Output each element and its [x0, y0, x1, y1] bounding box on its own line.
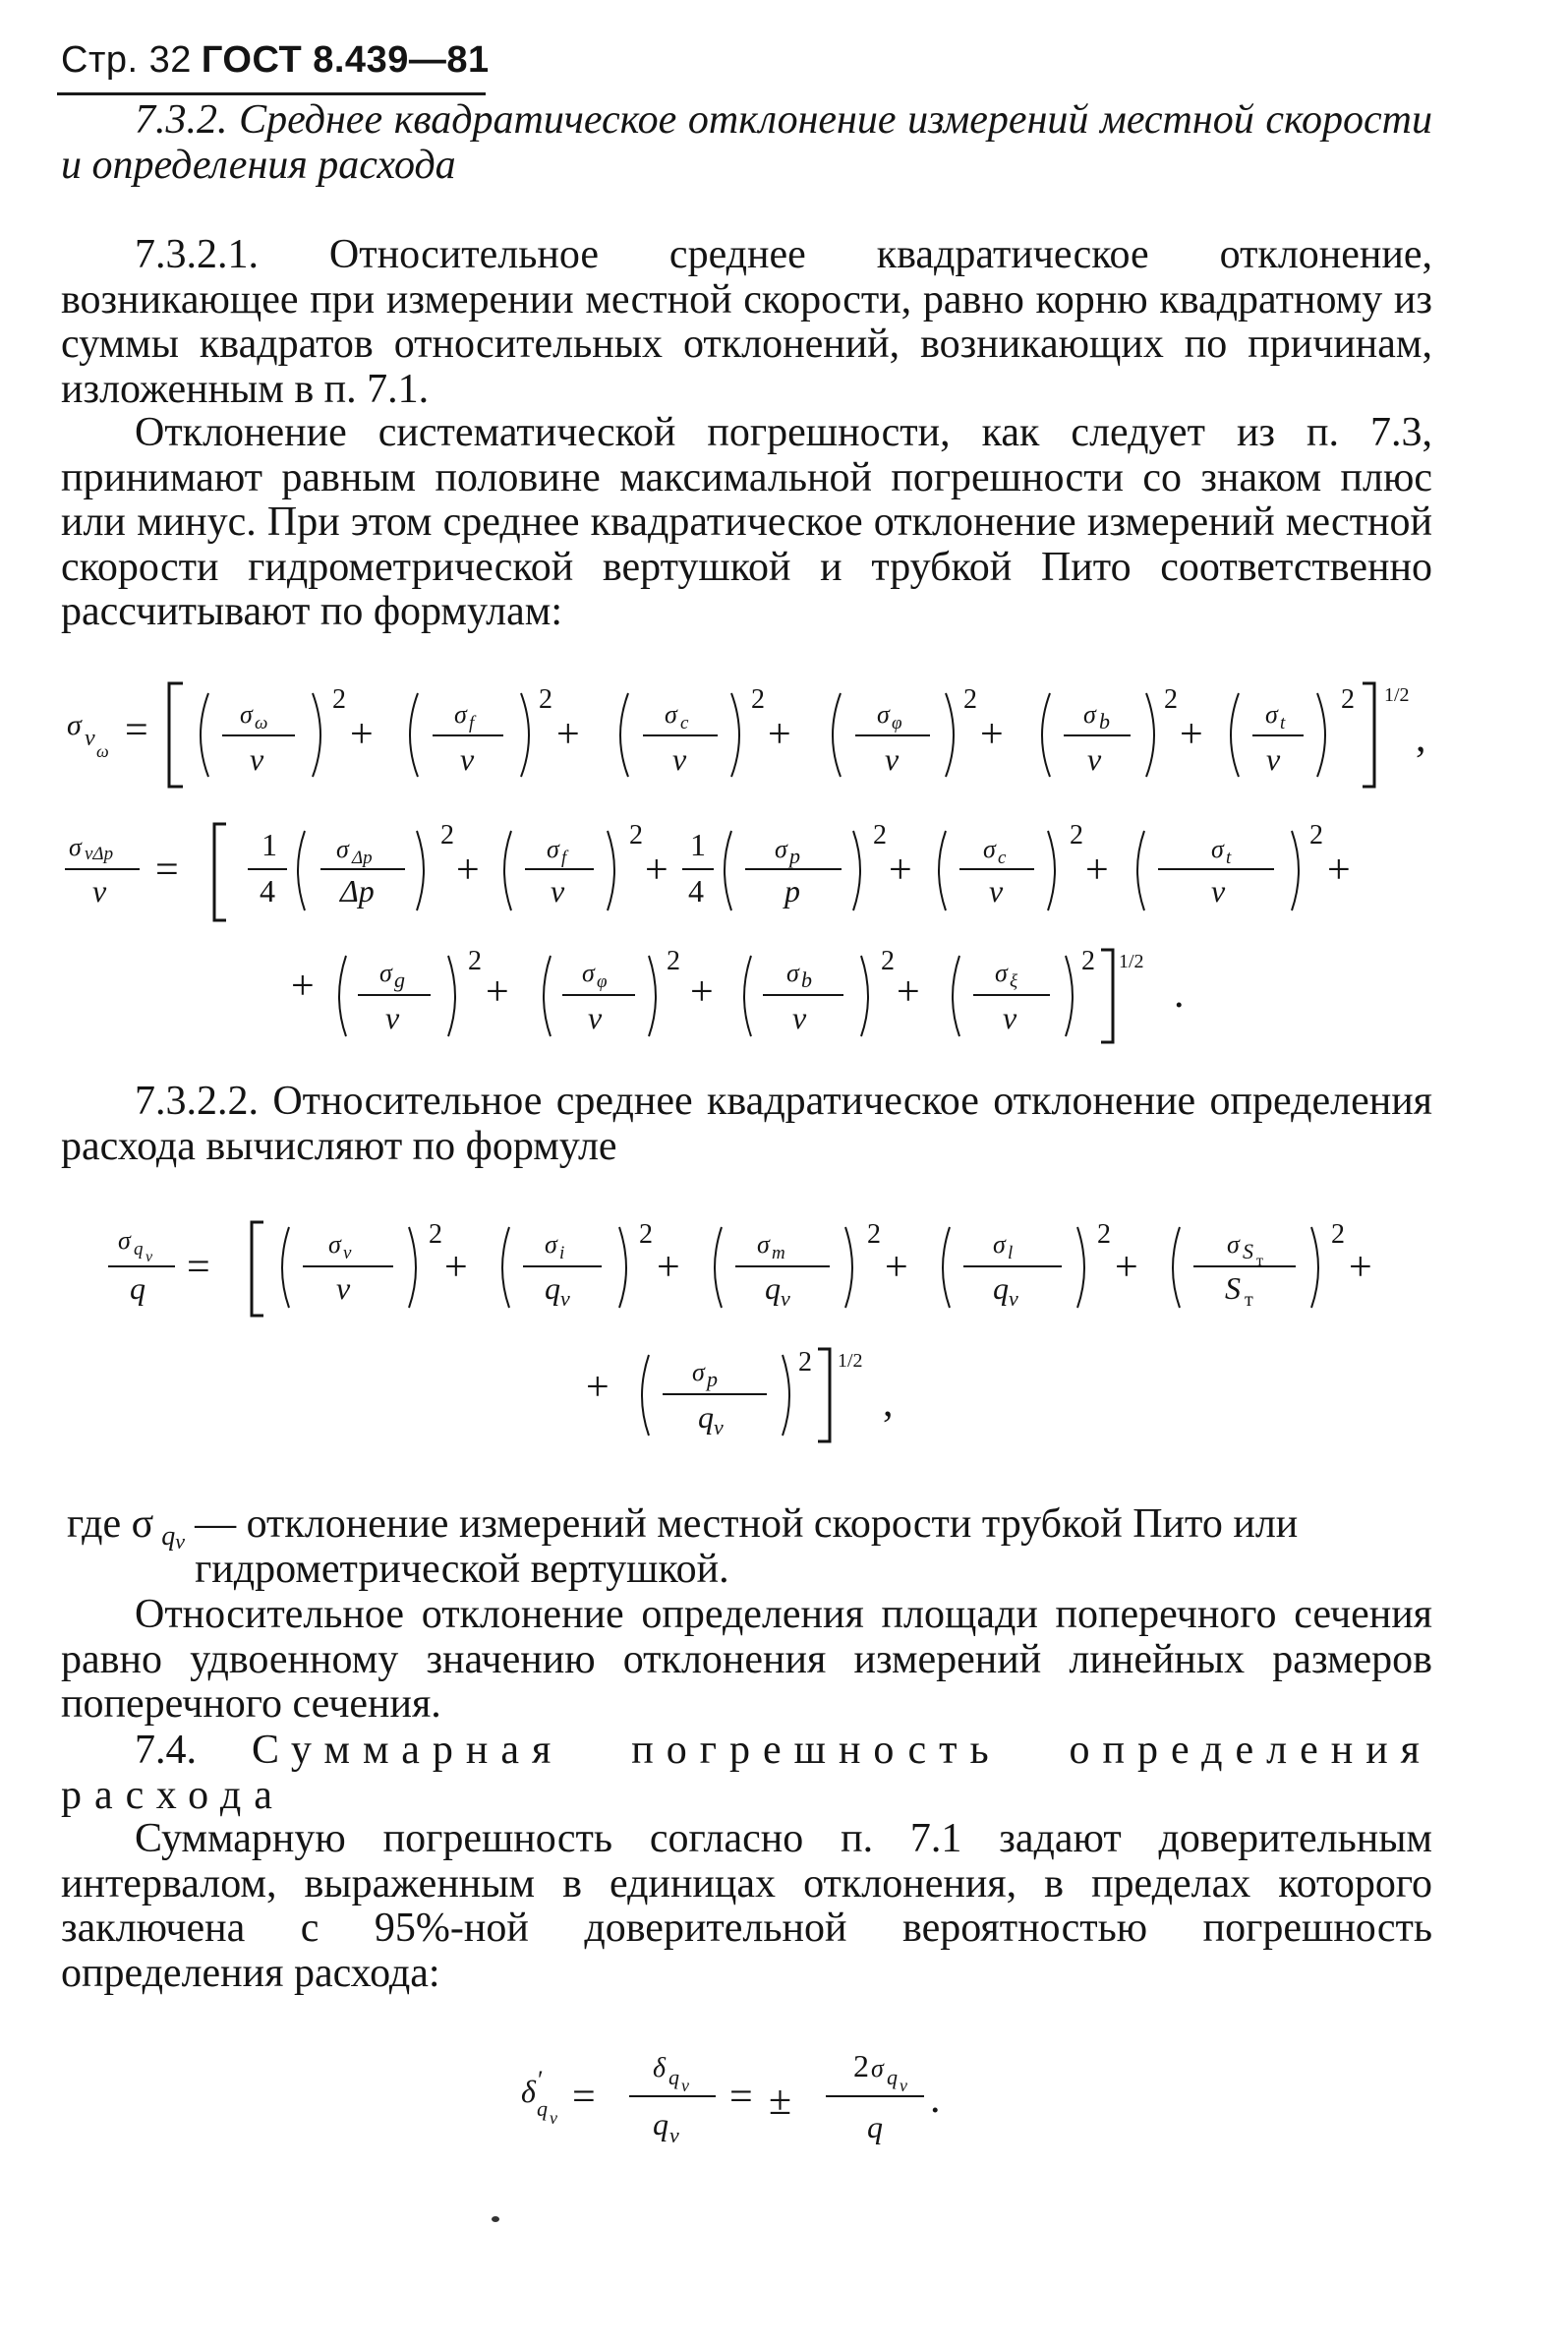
svg-text:q: q [867, 2109, 883, 2144]
svg-text:v: v [336, 1270, 351, 1306]
svg-text:b: b [1099, 709, 1110, 733]
where-lead: где σ [67, 1501, 154, 1547]
svg-text:2: 2 [1164, 684, 1178, 715]
svg-text:v: v [1003, 1000, 1017, 1035]
svg-text:σ: σ [582, 959, 595, 987]
svg-text:g: g [394, 968, 405, 992]
svg-text:.: . [930, 2077, 941, 2122]
svg-text:+: + [897, 969, 920, 1015]
svg-text:v: v [85, 726, 95, 751]
svg-text:σ: σ [983, 835, 996, 863]
svg-text:2: 2 [873, 820, 887, 850]
svg-text:σ: σ [877, 700, 890, 729]
svg-text:p: p [789, 844, 800, 868]
svg-text:i: i [559, 1243, 565, 1263]
svg-text:σ: σ [757, 1230, 770, 1259]
paragraph-7-3-2-1: 7.3.2.1. Относительное среднее квадратическое отклонение, возникающее при измерении местной скорости, равно корню квадратному из суммы квадратов относительных отклонений, возникающих по причинам, изложенным в п. 7.1. [61, 232, 1432, 412]
svg-text:φ: φ [597, 971, 608, 992]
svg-text:q: q [134, 1239, 144, 1260]
svg-text:v: v [1009, 1286, 1018, 1311]
svg-text:4: 4 [260, 873, 275, 909]
svg-text:=: = [572, 2075, 596, 2120]
svg-text:2: 2 [881, 946, 895, 976]
svg-text:ω: ω [96, 741, 109, 761]
svg-text:σ: σ [240, 700, 253, 729]
svg-text:vΔp: vΔp [85, 844, 114, 864]
svg-text:v: v [560, 1286, 570, 1311]
svg-text:σ: σ [336, 835, 349, 863]
svg-text:2: 2 [639, 1219, 653, 1250]
scan-speck [492, 2216, 499, 2222]
svg-text:σ: σ [547, 835, 559, 863]
svg-text:σ: σ [118, 1226, 131, 1255]
svg-text:σ: σ [1083, 700, 1096, 729]
svg-text:+: + [768, 712, 791, 757]
svg-text:l: l [1008, 1243, 1014, 1263]
section-title-7-4: Суммарная погрешность определения расхода [61, 1728, 1433, 1818]
svg-text:2: 2 [1097, 1219, 1111, 1250]
paragraph-7-4: Суммарную погрешность согласно п. 7.1 задают доверительным интервалом, выраженным в единицах отклонения, в пределах которого заключена с 95%-ной доверительной вероятностью погрешность определения расхода: [61, 1816, 1432, 1996]
section-number-7-4: 7.4. [135, 1728, 197, 1773]
svg-text:c: c [680, 713, 689, 733]
svg-text:+: + [1180, 712, 1203, 757]
svg-text:2: 2 [429, 1219, 442, 1250]
svg-text:,: , [1416, 716, 1426, 761]
svg-text:+: + [690, 969, 714, 1015]
svg-text:′: ′ [538, 2066, 544, 2094]
svg-text:1/2: 1/2 [1119, 951, 1144, 972]
svg-text:c: c [998, 848, 1007, 868]
svg-text:q: q [668, 2065, 679, 2089]
svg-text:1/2: 1/2 [1384, 684, 1410, 706]
svg-text:.: . [1174, 971, 1185, 1017]
paragraph-7-3-2-2: 7.3.2.2. Относительное среднее квадратическое отклонение определения расхода вычисляют по формуле [61, 1079, 1432, 1169]
svg-text:Δp: Δp [340, 873, 375, 909]
svg-text:σ: σ [871, 2054, 884, 2082]
svg-text:v: v [1266, 741, 1281, 777]
svg-text:v: v [669, 2123, 679, 2147]
svg-text:1: 1 [261, 827, 277, 862]
svg-text:2: 2 [867, 1219, 881, 1250]
svg-text:q: q [537, 2096, 548, 2121]
svg-text:+: + [350, 712, 374, 757]
svg-text:v: v [1211, 873, 1226, 909]
svg-text:+: + [444, 1245, 468, 1290]
svg-text:т: т [1256, 1253, 1263, 1269]
svg-text:t: t [1226, 848, 1232, 868]
svg-text:σ: σ [786, 959, 799, 987]
svg-text:2: 2 [853, 2048, 869, 2083]
svg-text:t: t [1280, 713, 1286, 733]
svg-text:σ: σ [993, 1230, 1006, 1259]
svg-text:p: p [707, 1367, 718, 1391]
svg-text:q: q [130, 1270, 145, 1306]
where-text: — отклонение измерений местной скорости трубкой Пито или гидрометрической вертушкой. [195, 1501, 1299, 1592]
svg-text:σ: σ [69, 833, 82, 861]
svg-text:2: 2 [1081, 946, 1095, 976]
svg-text:σ: σ [1265, 700, 1278, 729]
svg-text:2: 2 [332, 684, 346, 715]
svg-text:σ: σ [692, 1358, 705, 1386]
svg-text:v: v [714, 1415, 724, 1439]
svg-text:S: S [1243, 1239, 1253, 1263]
page-number: Стр. 32 [61, 39, 192, 81]
svg-text:ξ: ξ [1010, 971, 1018, 992]
svg-text:σ: σ [67, 709, 82, 741]
svg-text:v: v [900, 2076, 907, 2095]
svg-text:δ: δ [521, 2074, 536, 2109]
svg-text:q: q [698, 1399, 714, 1435]
svg-text:,: , [883, 1380, 894, 1426]
svg-text:ω: ω [255, 713, 268, 733]
svg-text:φ: φ [892, 713, 902, 733]
svg-text:1/2: 1/2 [838, 1350, 863, 1372]
svg-text:2: 2 [1309, 820, 1323, 850]
svg-text:v: v [885, 741, 900, 777]
svg-text:=: = [155, 848, 179, 893]
svg-text:v: v [781, 1286, 790, 1311]
svg-text:m: m [772, 1243, 785, 1263]
svg-text:σ: σ [328, 1230, 341, 1259]
svg-text:b: b [801, 968, 812, 992]
svg-text:+: + [1115, 1245, 1138, 1290]
svg-text:p: p [784, 873, 800, 909]
svg-text:+: + [1085, 848, 1109, 893]
svg-text:σ: σ [545, 1230, 557, 1259]
svg-text:σ: σ [665, 700, 677, 729]
svg-text:σ: σ [1211, 835, 1224, 863]
svg-text:+: + [657, 1245, 680, 1290]
svg-text:±: ± [769, 2079, 792, 2124]
svg-text:2: 2 [1331, 1219, 1345, 1250]
svg-text:2: 2 [1341, 684, 1355, 715]
svg-text:v: v [681, 2076, 689, 2095]
svg-text:т: т [1245, 1289, 1253, 1311]
svg-text:+: + [1327, 848, 1351, 893]
svg-text:f: f [561, 848, 567, 868]
svg-text:v: v [343, 1243, 352, 1263]
svg-text:q: q [993, 1270, 1009, 1306]
svg-text:+: + [889, 848, 912, 893]
svg-text:v: v [672, 741, 687, 777]
svg-text:v: v [551, 873, 565, 909]
svg-text:1: 1 [690, 827, 706, 862]
svg-text:2: 2 [468, 946, 482, 976]
standard-code: ГОСТ 8.439—81 [201, 39, 490, 81]
svg-text:2: 2 [963, 684, 977, 715]
svg-text:2: 2 [440, 820, 454, 850]
svg-text:+: + [645, 848, 668, 893]
svg-text:S: S [1225, 1270, 1241, 1306]
svg-text:v: v [385, 1000, 400, 1035]
svg-text:+: + [586, 1365, 610, 1410]
section-heading-7-3-2: 7.3.2. Среднее квадратическое отклонение измерений местной скорости и определения расхода [61, 97, 1432, 188]
svg-text:2: 2 [751, 684, 765, 715]
paragraph-systematic-deviation: Отклонение систематической погрешности, как следует из п. 7.3, принимают равным половине максимальной погрешности со знаком плюс или минус. При этом среднее квадратическое отклонение измерений местной скорости гидрометрической вертушкой и трубкой Пито соответственно рассчитывают по формулам: [61, 410, 1432, 634]
svg-text:q: q [653, 2106, 668, 2141]
svg-text:+: + [885, 1245, 908, 1290]
svg-text:+: + [556, 712, 580, 757]
svg-text:q: q [887, 2065, 898, 2089]
svg-text:v: v [92, 873, 107, 909]
svg-text:v: v [460, 741, 475, 777]
svg-text:2: 2 [667, 946, 680, 976]
svg-text:2: 2 [798, 1347, 812, 1378]
svg-text:q: q [545, 1270, 560, 1306]
svg-text:=: = [729, 2075, 753, 2120]
svg-text:=: = [125, 708, 148, 753]
svg-text:v: v [989, 873, 1004, 909]
paragraph-area-deviation: Относительное отклонение определения площади поперечного сечения равно удвоенному значению отклонения измерений линейных размеров поперечного сечения. [61, 1592, 1432, 1727]
svg-text:q: q [765, 1270, 781, 1306]
svg-text:σ: σ [454, 700, 467, 729]
svg-text:4: 4 [688, 873, 704, 909]
svg-text:=: = [187, 1245, 210, 1290]
svg-text:v: v [588, 1000, 603, 1035]
where-sub: q [161, 1521, 176, 1552]
svg-text:σ: σ [1227, 1230, 1240, 1259]
svg-text:v: v [1087, 741, 1102, 777]
svg-text:σ: σ [775, 835, 787, 863]
svg-text:+: + [486, 969, 509, 1015]
svg-text:v: v [792, 1000, 807, 1035]
svg-text:+: + [456, 848, 480, 893]
svg-text:2: 2 [539, 684, 552, 715]
svg-text:Δp: Δp [352, 848, 373, 868]
svg-text:v: v [145, 1249, 153, 1265]
svg-text:δ: δ [653, 2053, 667, 2083]
svg-text:σ: σ [379, 959, 392, 987]
svg-text:v: v [550, 2108, 557, 2128]
svg-text:+: + [1349, 1245, 1372, 1290]
svg-text:f: f [469, 713, 475, 733]
svg-text:+: + [980, 712, 1004, 757]
svg-text:σ: σ [995, 959, 1008, 987]
svg-text:2: 2 [1070, 820, 1083, 850]
where-subsub: v [175, 1529, 186, 1554]
svg-text:v: v [250, 741, 264, 777]
svg-text:+: + [291, 964, 315, 1009]
svg-text:2: 2 [629, 820, 643, 850]
